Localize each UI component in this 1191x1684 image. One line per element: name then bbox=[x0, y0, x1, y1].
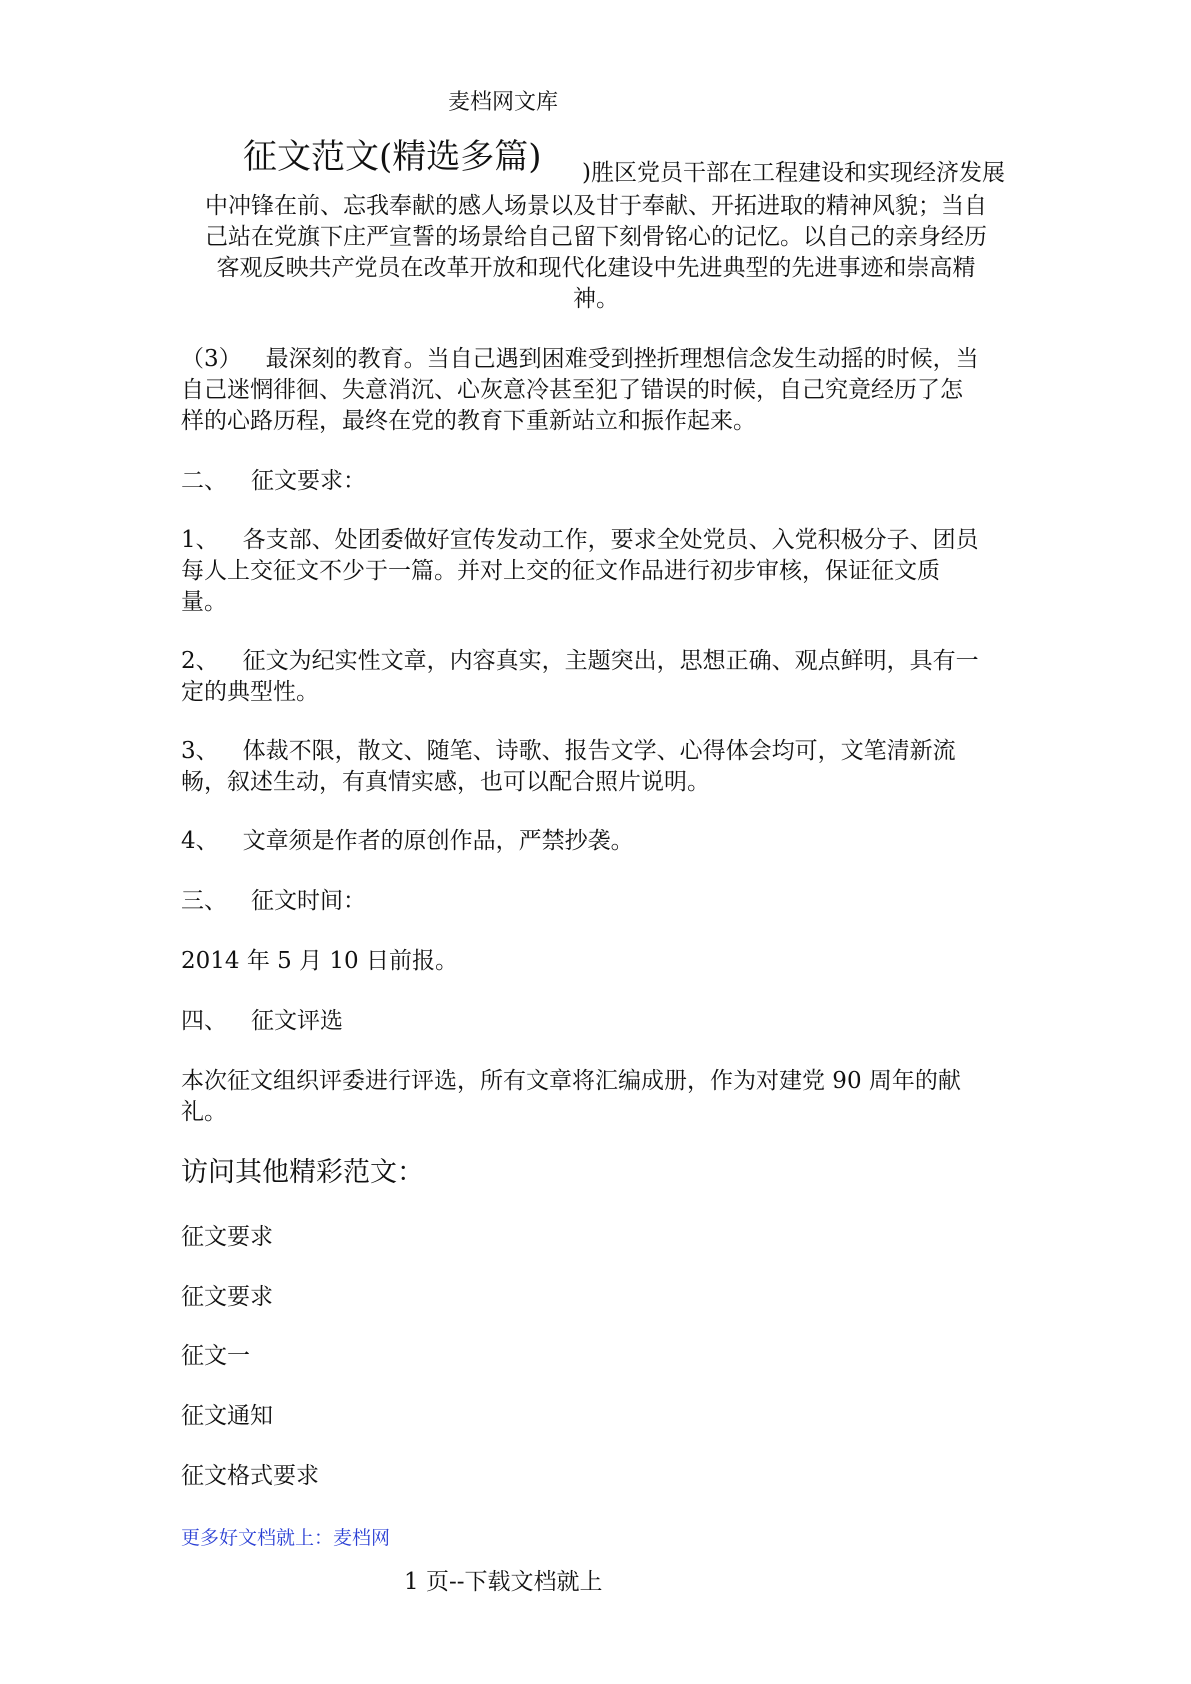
intro-line-3: 己站在党旗下庄严宣誓的场景给自己留下刻骨铭心的记忆。以自己的亲身经历 bbox=[205, 224, 987, 250]
requirement-2-line-1: 2、 征文为纪实性文章，内容真实，主题突出，思想正确、观点鲜明，具有一 bbox=[181, 648, 979, 674]
item-3-line-1: （3） 最深刻的教育。当自己遇到困难受到挫折理想信念发生动摇的时候，当 bbox=[181, 346, 979, 372]
requirement-3-line-1: 3、 体裁不限，散文、随笔、诗歌、报告文学、心得体会均可，文笔清新流 bbox=[181, 738, 956, 764]
related-link[interactable]: 征文要求 bbox=[181, 1284, 273, 1310]
requirement-1-line-3: 量。 bbox=[181, 589, 227, 615]
requirement-2-line-2: 定的典型性。 bbox=[181, 679, 319, 705]
section-4-line-2: 礼。 bbox=[181, 1099, 227, 1125]
related-link[interactable]: 征文要求 bbox=[181, 1224, 273, 1250]
item-3-line-3: 样的心路历程，最终在党的教育下重新站立和振作起来。 bbox=[181, 408, 756, 434]
page-footer: 1 页--下载文档就上 bbox=[404, 1569, 603, 1595]
item-3-line-2: 自己迷惘徘徊、失意消沉、心灰意冷甚至犯了错误的时候，自己究竟经历了怎 bbox=[181, 377, 963, 403]
item-3-marker: （3） bbox=[181, 346, 242, 372]
intro-line-4: 客观反映共产党员在改革开放和现代化建设中先进典型的先进事迹和崇高精 bbox=[216, 255, 976, 281]
related-title: 访问其他精彩范文： bbox=[181, 1157, 424, 1188]
site-header: 麦档网文库 bbox=[448, 90, 559, 115]
intro-line-5: 神。 bbox=[573, 286, 619, 312]
section-4-heading: 四、 征文评选 bbox=[181, 1008, 343, 1034]
related-link[interactable]: 征文一 bbox=[181, 1343, 250, 1369]
requirement-3-line-2: 畅，叙述生动，有真情实感，也可以配合照片说明。 bbox=[181, 769, 710, 795]
related-link[interactable]: 征文格式要求 bbox=[181, 1463, 319, 1489]
footer-link[interactable]: 更多好文档就上：麦档网 bbox=[181, 1527, 391, 1549]
related-link[interactable]: 征文通知 bbox=[181, 1403, 273, 1429]
section-3-heading: 三、 征文时间： bbox=[181, 888, 366, 914]
requirement-1-line-1: 1、 各支部、处团委做好宣传发动工作，要求全处党员、入党积极分子、团员 bbox=[181, 527, 979, 553]
section-2-heading: 二、 征文要求： bbox=[181, 468, 366, 494]
section-4-line-1: 本次征文组织评委进行评选，所有文章将汇编成册，作为对建党 90 周年的献 bbox=[181, 1068, 961, 1094]
section-3-text: 2014 年 5 月 10 日前报。 bbox=[181, 948, 458, 974]
document-title: 征文范文(精选多篇) bbox=[243, 137, 542, 177]
intro-line-2: 中冲锋在前、忘我奉献的感人场景以及甘于奉献、开拓进取的精神风貌；当自 bbox=[205, 193, 987, 219]
requirement-4-line-1: 4、 文章须是作者的原创作品，严禁抄袭。 bbox=[181, 828, 634, 854]
intro-line-1: )胜区党员干部在工程建设和实现经济发展 bbox=[582, 160, 1005, 186]
requirement-1-line-2: 每人上交征文不少于一篇。并对上交的征文作品进行初步审核，保证征文质 bbox=[181, 558, 940, 584]
